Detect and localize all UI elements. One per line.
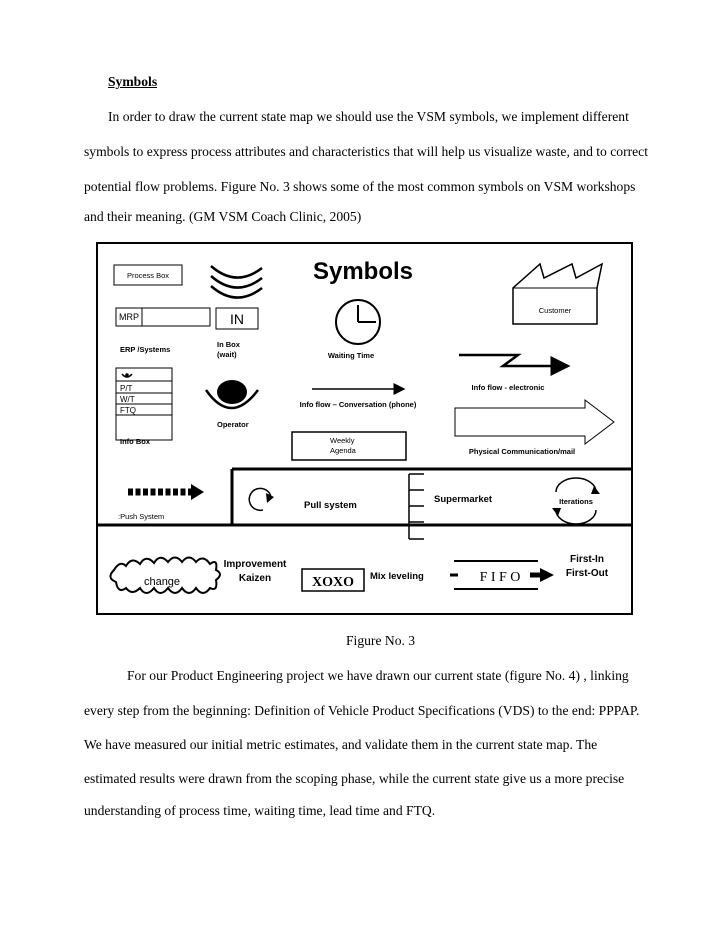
section-heading: Symbols (108, 74, 158, 89)
customer-label: Customer (538, 306, 572, 315)
eye-icon-pupil (125, 373, 129, 377)
vsm-symbols-diagram (98, 244, 631, 613)
figure-caption: Figure No. 3 (346, 633, 416, 648)
info-flow-conversation-label: Info flow – Conversation (phone) (299, 400, 417, 409)
paragraph-line: In order to draw the current state map we should use the VSM symbols, we implement different (108, 109, 629, 124)
info-flow-electronic-label: Info flow - electronic (471, 383, 545, 392)
iterations-icon (556, 478, 596, 492)
mix-leveling-label: Mix leveling (370, 571, 424, 582)
customer-icon (513, 264, 602, 324)
operator-label: Operator (217, 420, 249, 429)
vsm-symbols-figure (96, 242, 633, 615)
erp-label: ERP /Systems (120, 345, 171, 354)
paragraph-line: potential flow problems. Figure No. 3 shows some of the most common symbols on VSM workshops (84, 179, 636, 194)
kaizen-label: Kaizen (238, 573, 272, 584)
paragraph-line: and their meaning. (GM VSM Coach Clinic, 2005) (84, 209, 362, 224)
in-box-text: IN (230, 311, 244, 327)
info-box-label: Info Box (120, 437, 150, 446)
paragraph-line: For our Product Engineering project we have drawn our current state (figure No. 4) , linking (127, 668, 629, 683)
in-box-arc-icon (211, 266, 262, 278)
pull-system-label: Pull system (304, 500, 357, 511)
figure-title: Symbols (312, 258, 414, 285)
paragraph-line: understanding of process time, waiting time, lead time and FTQ. (84, 803, 436, 818)
process-box-label: Process Box (126, 271, 170, 280)
fifo-text: F I F O (479, 570, 521, 585)
info-box-row: W/T (120, 395, 135, 404)
supermarket-label: Supermarket (434, 494, 493, 505)
push-arrow-head (191, 484, 204, 500)
physical-communication-arrow (455, 400, 614, 444)
fifo-arrow-head (540, 568, 554, 582)
push-system-label: :Push System (118, 512, 165, 521)
info-box-row: FTQ (120, 406, 136, 415)
waiting-time-label: Waiting Time (327, 351, 375, 360)
info-box-row: P/T (120, 384, 133, 393)
paragraph-line: symbols to express process attributes and characteristics that will help us visualize waste, and to correct (84, 144, 648, 159)
weekly-agenda-line2: Agenda (330, 446, 356, 455)
iterations-icon (556, 510, 596, 524)
paragraph-line: We have measured our initial metric estimates, and validate them in the current state map. The (84, 737, 598, 752)
in-box-label-line1: In Box (217, 340, 240, 349)
improvement-label: Improvement (223, 559, 287, 570)
iterations-label: Iterations (559, 497, 593, 506)
mrp-label: MRP (119, 312, 139, 322)
electronic-flow-arrow (459, 355, 568, 366)
physical-communication-label: Physical Communication/mail (468, 447, 576, 456)
in-box-label-line2: (wait) (217, 350, 237, 359)
xoxo-text: XOXO (312, 575, 354, 590)
paragraph-line: estimated results were drawn from the scoping phase, while the current state give us a more precise (84, 771, 625, 786)
weekly-agenda-line1: Weekly (330, 436, 355, 445)
paragraph-line: every step from the beginning: Definition of Vehicle Product Specifications (VDS) to the end: PPPAP. (84, 703, 640, 718)
operator-head-icon (217, 380, 247, 404)
change-label: change (143, 576, 181, 588)
first-out-label: First-Out (565, 568, 609, 579)
first-in-label: First-In (570, 554, 604, 565)
